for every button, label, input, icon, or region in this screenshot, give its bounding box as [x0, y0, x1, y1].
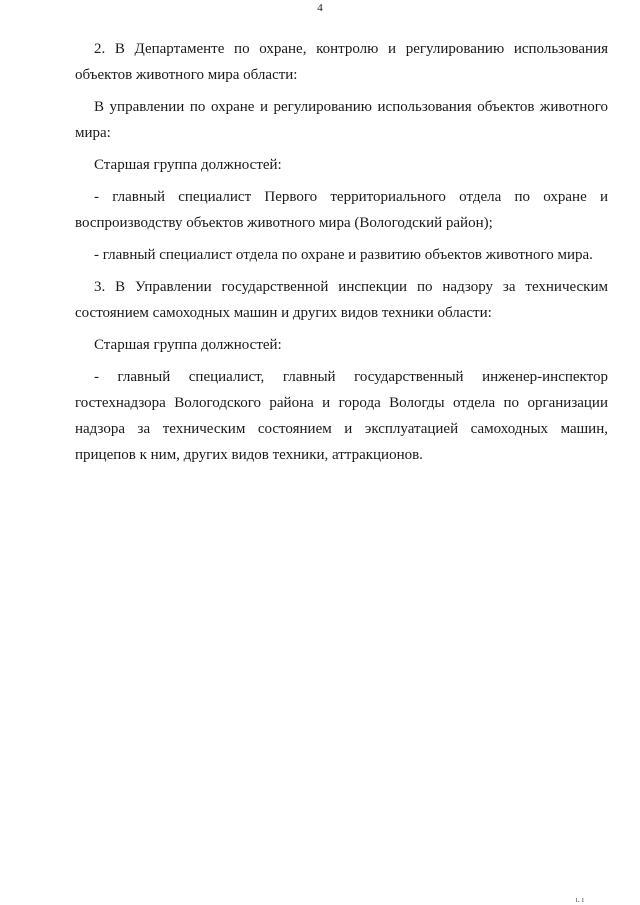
paragraph-directorate: В управлении по охране и регулированию использования объектов животного мира: [75, 99, 608, 141]
paragraph-senior-group: Старшая группа должностей: [94, 157, 282, 173]
paragraph-department-heading: 2. В Департаменте по охране, контролю и регулированию использования объектов животного мира области: [75, 41, 608, 83]
paragraph-inspection-heading: 3. В Управлении государственной инспекции по надзору за техническим состоянием самоходных машин и других видов техники области: [75, 279, 608, 321]
paragraph-position-second: - главный специалист отдела по охране и развитию объектов животного мира. [94, 247, 593, 263]
corner-mark: ı. ı [575, 895, 584, 904]
paragraph-position-first: - главный специалист Первого территориального отдела по охране и воспроизводству объектов животного мира (Вологодский район); [75, 189, 608, 231]
page-number: 4 [317, 2, 323, 14]
paragraph-position-inspector: - главный специалист, главный государственный инженер-инспектор гостехнадзора Вологодского района и города Вологды отдела по организации надзора за техническим состоянием и эксплуатацией самоходных машин, прицепов к ним, других видов техники, аттракционов. [75, 369, 608, 463]
document-body [75, 36, 608, 474]
paragraph-senior-group-2: Старшая группа должностей: [94, 337, 282, 353]
